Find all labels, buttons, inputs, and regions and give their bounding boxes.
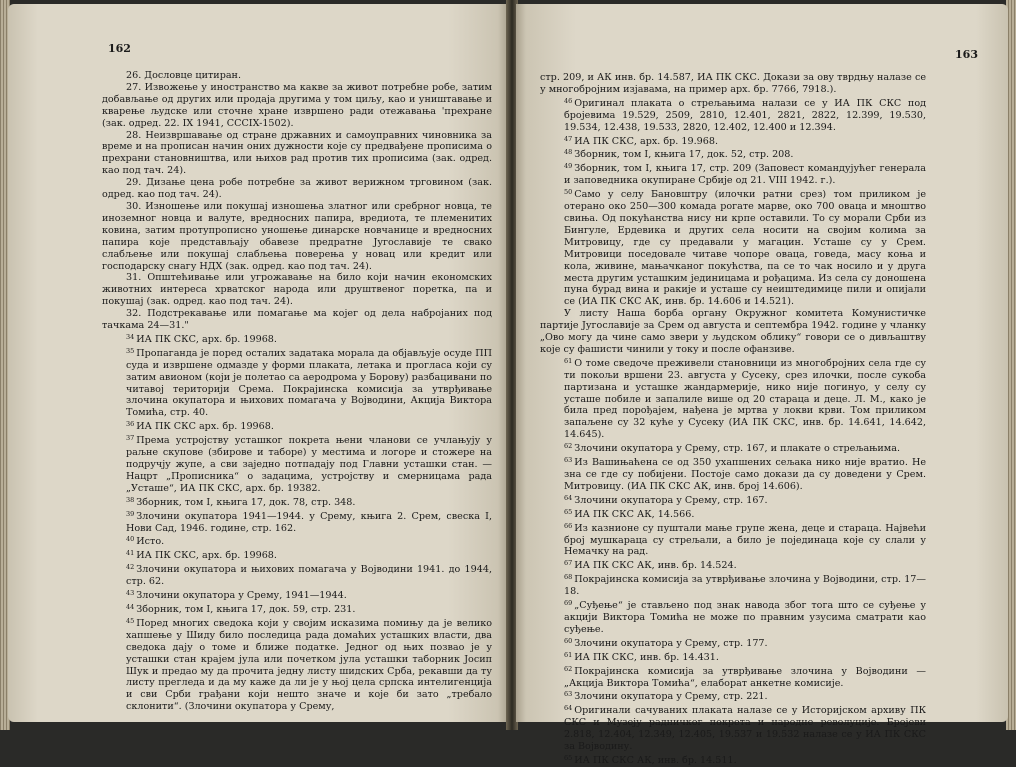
footnote-text: Зборник, том I, књига 17, стр. 209 (Заповест командујућег генерала и заповедника окупиране Србије од 21. VIII 1942. г.). [564,163,926,187]
footnote-number: 38 [126,495,135,504]
footnote [540,441,926,455]
footnote [540,521,926,559]
footnote [540,161,926,187]
footnote [102,509,492,535]
footnote-number: 41 [126,549,135,558]
body-paragraph: 28. Неизвршавање од стране државних и самоуправних чиновника за време и на прописан начин оних дужности које су предвађене прописима о прехрани становништва, или њихов рад против тих прописима (зак. одред. као под тач. 24). [102,129,492,177]
footnote [102,332,492,346]
footnote-text: О томе сведоче преживели становници из многобројних села где су ти покољи вршени 23. августа у Сусеку, срез илочки, после сукоба партизана и усташке жандармерије, нико није погинуо, у селу су усташе побиле и запалиле више од 20 старaца и деце. Л. М., како је била пред порођајем, нађена је мртва у локви крви. Том приликом запаљене су 32 куће у Сусеку (ИА ПК СКС, инв. бр. 14.641, 14.642, 14.645). [564,357,926,441]
footnote [540,753,926,767]
footnote [540,147,926,161]
footnote [102,433,492,495]
footnote [102,346,492,419]
footnote [540,493,926,507]
footnote [540,689,926,703]
body-paragraph: У листу Наша борба органу Окружног комитета Комунистичке партије Југославије за Срем од августа и септембра 1942. године у чланку „Ово могу да чине само звери у људском облику“ говори се о дивљаштву које су фашисти чинили у току и после офанзиве. [540,308,926,355]
footnote [540,187,926,308]
footnote-number: 62 [564,442,573,451]
footnote-number: 69 [564,599,573,608]
footnote-text: ИА ПК СКС арх. бр. 19968. [136,421,274,433]
footnote [540,703,926,753]
footnote-text: Зборник, том I, књига 17, док. 59, стр. 231. [136,603,356,615]
footnote [102,616,492,713]
footnote-text: Злочини окупатора у Срему, 1941—1944. [136,590,347,602]
body-paragraph: 31. Општећивање или угрожавање на било који начин економских животних интереса хрватског народа или друштвеног поретка, па и покушај (зак. одред. као под тач. 24). [102,272,492,308]
footnote-text: ИА ПК СКС, арх. бр. 19.968. [574,135,719,147]
footnote-text: Покрајинска комисија за утврђивање злочина у Војводини — „Акција Виктора Томића“, елаборат анкетне комисије. [564,665,926,689]
footnote-text: Зборник, том I, књига 17, док. 78, стр. 348. [136,496,356,508]
footnote-number: 63 [564,690,573,699]
footnote-text: Само у селу Бановштру (илочки ратни срез) том приликом је отерано око 250—300 комада рогате марве, око 700 оваца и мноштво свиња. Од покућанства нису ни крпе оставили. То су морали Срби из Бингуле, Ердевика и других села носити на својим колима за Митровицу, где су предавали у магацин. Усташе су у Срем. Митровици поседовале читаве чопоре оваца, говеда, масу коња и кола, живине, мањачканог покућства, па се то чак носило и у друга места другим усташким јединицама и рођацима. Из села су доношена пуна бурад вина и ракије и усташе су неиштедимице пили и опијали се (ИА ПК СКС АК, инв. бр. 14.606 и 14.521). [564,189,926,308]
footnote-number: 61 [564,356,573,365]
footnote [540,572,926,598]
left-page [8,4,508,722]
footnote-number: 64 [564,704,573,713]
footnote-text: Зборник, том I, књига 17, док. 52, стр. 208. [574,149,794,161]
footnote-number: 48 [564,148,573,157]
footnote-text: Из Вашињаћена се од 350 ухапшених сељака нико није вратио. Не зна се где су побијени. Постоје само докази да су доведени у Срем. Митровицу. (ИА ПК СКС АК, инв. број 14.606). [564,457,926,492]
right-page [516,4,1008,766]
footnote [540,558,926,572]
footnote-number: 50 [564,188,573,197]
footnote-number: 39 [126,509,135,518]
footnote-number: 61 [564,650,573,659]
footnote-number: 46 [564,96,573,105]
footnote [540,507,926,521]
body-paragraph: 27. Извожење у иностранство ма какве за живот потребне робе, затим добављање од других или продаја другима у том циљу, као и уништавање и кварење људске или сточне хране извршено ради отежавања 'прехране (зак. одред. 22. IX 1941, CCCIX-1502). [102,81,492,129]
footnote-text: ИА ПК СКС АК, инв. бр. 14.511. [574,754,737,766]
footnote [540,96,926,134]
footnote-number: 43 [126,589,135,598]
page-number: 163 [955,48,978,61]
footnote-text: Злочини окупатора у Срему, стр. 177. [574,637,768,649]
footnote-number: 65 [564,507,573,516]
footnote [540,598,926,636]
body-paragraph: 30. Изношење или покушај изношења златног или сребрног новца, те иноземног новца и валуте, вредносних папира, вредиота, те племенитих ковина, затим протупрописно уношење динарске новчанице и вредносних папира које представљају обавезе предратне Југославије те свако слабљење или покушај слабљења поверења у новац или кредит или господарску снагу НДХ (зак. одред. као под тач. 24). [102,200,492,272]
body-paragraph: 32. Подстрекавање или помагање ма којег од дела набројаних под тачкама 24—31." [102,308,492,332]
footnote-number: 64 [564,493,573,502]
footnote [540,356,926,441]
footnote-number: 40 [126,535,135,544]
footnote-text: Пропаганда је поред осталих задатака морала да објављује осуде ПП суда и извршене одмазде у форми плаката, летака и прогласа који су затим авионом (који је полетао са аеродрома у Борову) разбацивани по читавој територији Срема. Покрајинска комисија за утврђивање злочина окупатора и њихових помагача у Војводини, Акција Виктора Томића, стр. 40. [126,347,492,419]
footnote-text: Злочини окупатора и њихових помагача у Војводини 1941. до 1944, стр. 62. [126,564,492,588]
left-page-text [102,70,492,713]
right-page-text [540,72,926,767]
footnote-text: Поред многих сведока који у својим исказима помињу да је велико хапшење у Шиду било последица рада домаћих усташких власти, два сведока дају о томе и ближе податке. Једног од њих позвао је у усташки стан крајем јула или почетком јула усташки таборник Јосип Шук и предао му да прочита једну листу шидских Срба, рекавши да ту листу прегледа и да му каже да ли је у њој цела српска интелигенција и сви Срби грађани који нешто значе и које би зато „требало склонити“. (Злочини окупатора у Срему, [126,617,492,713]
footnote-text: ИА ПК СКС, арх. бр. 19968. [136,333,277,345]
footnote [102,495,492,509]
footnote-text: Оригинал плаката о стрељањима налази се у ИА ПК СКС под бројевима 19.529, 2509, 2810, 12.401, 2821, 2822, 12.399, 19.530, 19.534, 12.438, 19.533, 2820, 12.402, 12.400 и 12.394. [564,97,926,133]
footnote-text: „Суђење“ је стављено под знак навода због тога што се суђење у акцији Виктора Томића не може по правним узусима сматрати као суђење. [564,600,926,635]
footnote-number: 35 [126,346,135,355]
footnote-number: 67 [564,559,573,568]
footnote [102,602,492,616]
footnote [540,134,926,148]
footnote-number: 62 [564,664,573,673]
footnote-number: 66 [564,521,573,530]
footnote-text: ИА ПК СКС АК, инв. бр. 14.524. [574,560,737,572]
footnote-text: Злочини окупатора у Срему, стр. 167. [574,494,768,506]
footnote [102,548,492,562]
footnote-number: 44 [126,602,135,611]
footnote-number: 37 [126,434,135,443]
footnote-text: Злочини окупатора у Срему, стр. 221. [574,691,768,703]
footnote-text: ИА ПК СКС, инв. бр. 14.431. [574,651,719,663]
footnote-text: Исто. [136,536,165,548]
footnote-text: Злочини окупатора у Срему, стр. 167, и плакате о стрељањима. [574,443,901,455]
footnote-number: 47 [564,134,573,143]
footnote-number: 65 [564,753,573,762]
footnote [102,588,492,602]
footnote-number: 34 [126,332,135,341]
footnote-text: Покрајинска комисија за утврђивање злочина у Војводини, стр. 17—18. [564,574,926,598]
footnote-number: 36 [126,420,135,429]
body-paragraph: 29. Дизање цена робе потребне за живот верижном трговином (зак. одред. као под тач. 24). [102,177,492,201]
footnote-number: 60 [564,636,573,645]
footnote [540,664,926,690]
body-paragraph: 26. Дословце цитиран. [126,70,241,81]
footnote [102,562,492,588]
footnote-text: Злочини окупатора 1941—1944. у Срему, књига 2. Срем, свеска I, Нови Сад, 1946. године, стр. 162. [126,510,492,534]
footnote-number: 63 [564,456,573,465]
footnote-number: 42 [126,563,135,572]
footnote-number: 68 [564,573,573,582]
footnote [102,419,492,433]
footnote [540,650,926,664]
body-paragraph: стр. 209, и АК инв. бр. 14.587, ИА ПК СКС. Докази за ову тврдњу налазе се у многобројним изјавама, на пример арх. бр. 7766, 7918.). [540,72,926,95]
footnote-text: Оригинали сачуваних плаката налазе се у Историјском архиву ПК СКС и Музеју радничког покрета и народне револуције. Бројеви 2.818, 12.404, 12.349, 12.405, 19.537 и 19.532 налазе се у ИА ПК СКС за Војводину. [564,705,926,753]
footnote-text: ИА ПК СКС, арх. бр. 19968. [136,550,277,562]
footnote-text: Из казнионе су пуштали мање групе жена, деце и стараца. Највећи број мушкараца су стрељали, а било је појединаца које су слали у Немачку на рад. [564,522,926,558]
footnote-number: 45 [126,616,135,625]
page-number: 162 [108,42,131,55]
footnote-text: ИА ПК СКС АК, 14.566. [574,508,695,520]
footnote [102,534,492,548]
footnote [540,636,926,650]
footnote [540,455,926,493]
footnote-text: Према устројству усташког покрета њени чланови се учлањују у раљне скупове (збирове и таборе) у местима и логоре и стожере на подручју жупе, а сви заједно потпадају под Главни усташки стан. — Нацрт „Прописника“ о задацима, устројству и смерницама рада „Усташе“, ИА ПК СКС, арх. бр. 19382. [126,435,492,494]
footnote-number: 49 [564,162,573,171]
